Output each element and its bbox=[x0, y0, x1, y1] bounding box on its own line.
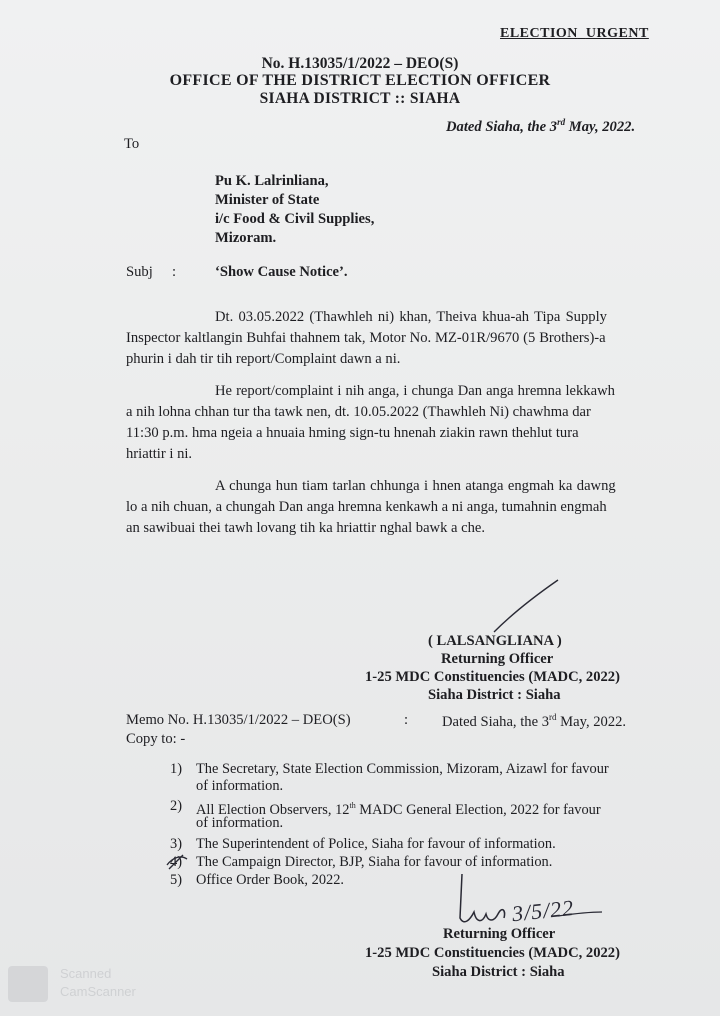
list-item: 5) Office Order Book, 2022. bbox=[170, 872, 345, 888]
para2-line4: hriattir i ni. bbox=[126, 446, 193, 462]
handwritten-date: 3/5/22 bbox=[510, 894, 576, 927]
signature-mark bbox=[488, 576, 568, 636]
watermark-line2: CamScanner bbox=[60, 984, 136, 999]
signatory2-district: Siaha District : Siaha bbox=[432, 964, 565, 980]
para1-line1: Dt. 03.05.2022 (Thawhleh ni) khan, Theiva khua-ah Tipa Supply bbox=[215, 309, 607, 325]
memo-number: Memo No. H.13035/1/2022 – DEO(S) bbox=[126, 712, 351, 728]
memo-date: Dated Siaha, the 3rd May, 2022. bbox=[442, 712, 627, 730]
para2-line1: He report/complaint i nih anga, i chunga Dan anga hremna lekkawh bbox=[215, 383, 615, 399]
election-tag bbox=[500, 26, 649, 42]
to-label: To bbox=[124, 136, 140, 152]
subject-colon: : bbox=[172, 264, 177, 280]
copy-to-label: Copy to: - bbox=[126, 731, 186, 747]
camscanner-watermark bbox=[8, 960, 136, 1008]
addressee-line3: i/c Food & Civil Supplies, bbox=[215, 211, 375, 227]
tag-election: ELECTION bbox=[500, 26, 578, 41]
list-item: 1) The Secretary, State Election Commission, Mizoram, Aizawl for favour of information. bbox=[170, 761, 609, 794]
signatory-name: ( LALSANGLIANA ) bbox=[428, 633, 562, 649]
office-title: OFFICE OF THE DISTRICT ELECTION OFFICER bbox=[169, 72, 551, 89]
para2-line2: a nih lohna chhan tur tha tawk nen, dt. 10.05.2022 (Thawhleh Ni) chawhma dar bbox=[126, 404, 591, 420]
addressee-line2: Minister of State bbox=[215, 192, 320, 208]
para1-line3: phurin i dah tir tih report/Complaint dawn a ni. bbox=[126, 351, 401, 367]
district-title: SIAHA DISTRICT :: SIAHA bbox=[259, 90, 461, 107]
signatory-district: Siaha District : Siaha bbox=[428, 687, 561, 703]
signatory-constituency: 1-25 MDC Constituencies (MADC, 2022) bbox=[365, 669, 620, 685]
para3-line1: A chunga hun tiam tarlan chhunga i hnen atanga engmah ka dawng bbox=[215, 478, 616, 494]
letter-number: No. H.13035/1/2022 – DEO(S) bbox=[261, 55, 459, 72]
pen-tick-mark bbox=[163, 851, 193, 873]
memo-colon: : bbox=[404, 712, 409, 728]
tag-urgent: URGENT bbox=[585, 26, 649, 41]
para1-line2: Inspector kaltlangin Buhfai thahnem tak, Motor No. MZ-01R/9670 (5 Brothers)-a bbox=[126, 330, 606, 346]
addressee-line1: Pu K. Lalrinliana, bbox=[215, 173, 329, 189]
list-item: 4) The Campaign Director, BJP, Siaha for favour of information. bbox=[170, 854, 553, 870]
list-item: 3) The Superintendent of Police, Siaha for favour of information. bbox=[170, 836, 556, 852]
letter-date: Dated Siaha, the 3rd May, 2022. bbox=[446, 117, 636, 135]
watermark-line1: Scanned bbox=[60, 966, 112, 981]
para3-line2: lo a nih chuan, a chungah Dan anga hremna kenkawh a ni anga, tumahnin engmah bbox=[126, 499, 607, 515]
para2-line3: 11:30 p.m. hma ngeia a hnuaia hming sign-tu hnenah ziakin rawn thehlut tura bbox=[126, 425, 579, 441]
para3-line3: an sawibuai thei tawh lovang tih ka hriattir nghal bawk a che. bbox=[126, 520, 486, 536]
signatory2-title: Returning Officer bbox=[443, 926, 556, 942]
subject-label: Subj bbox=[126, 264, 153, 280]
list-item: 2) All Election Observers, 12th MADC General Election, 2022 for favour of information. bbox=[170, 798, 601, 831]
addressee-line4: Mizoram. bbox=[215, 230, 277, 246]
subject-text: ‘Show Cause Notice’. bbox=[215, 264, 348, 280]
watermark-logo bbox=[8, 966, 48, 1002]
signatory-title: Returning Officer bbox=[441, 651, 554, 667]
signatory2-constituency: 1-25 MDC Constituencies (MADC, 2022) bbox=[365, 945, 620, 961]
